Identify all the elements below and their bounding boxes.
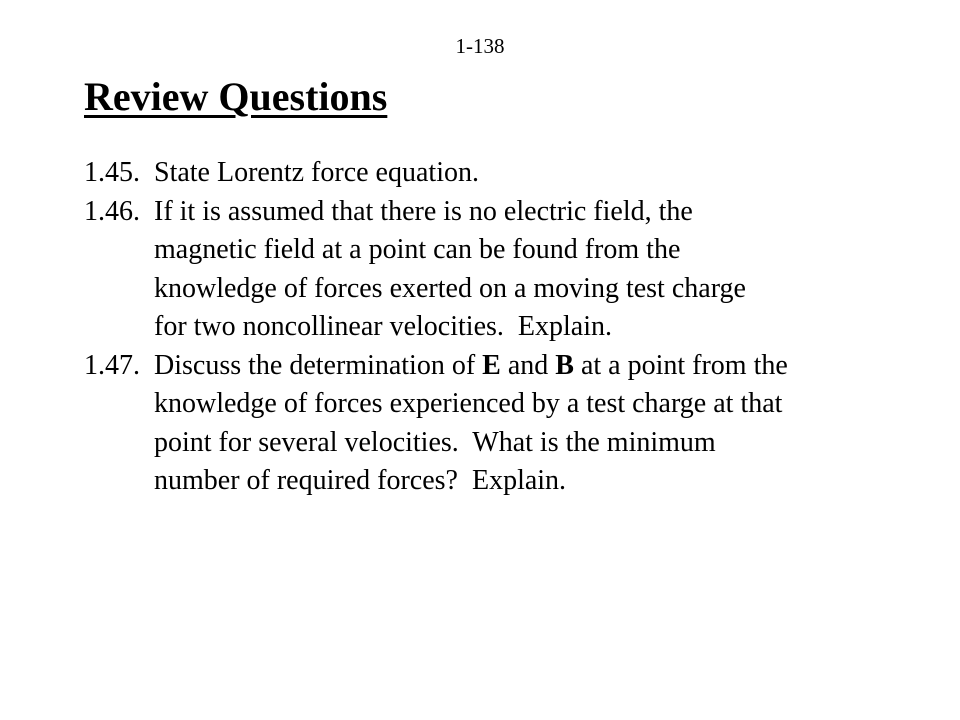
text-segment: State Lorentz force equation. [154, 157, 479, 188]
text-segment: Discuss the determination of [154, 349, 483, 381]
question-line [154, 347, 884, 386]
question-line [154, 462, 884, 501]
question-number: 1.46. [84, 195, 140, 227]
page-number: 1-138 [455, 34, 505, 58]
page-title: Review Questions [84, 74, 388, 119]
question-line [154, 308, 884, 347]
bold-symbol: E [482, 349, 501, 381]
question-number: 1.45. [84, 157, 140, 188]
text-segment: magnetic field at a point can be found from the [154, 234, 681, 265]
question-line [154, 385, 884, 424]
question-line [154, 424, 884, 463]
text-segment: point for several velocities. What is the minimum [154, 426, 716, 458]
text-segment: and [500, 349, 556, 381]
question-text [154, 193, 884, 347]
question-line [154, 193, 884, 232]
text-segment: at a point from the [573, 349, 788, 381]
question-item [84, 154, 884, 193]
question-list [84, 154, 884, 501]
text-segment: knowledge of forces exerted on a moving test charge [154, 272, 746, 304]
question-line [154, 231, 884, 270]
question-item [84, 347, 884, 501]
question-text [154, 347, 884, 501]
text-segment: If it is assumed that there is no electric field, the [154, 195, 693, 227]
text-segment: number of required forces? Explain. [154, 465, 567, 496]
question-line [154, 270, 884, 309]
question-line [154, 154, 884, 193]
question-number: 1.47. [84, 349, 140, 381]
bold-symbol: B [555, 349, 574, 381]
question-item [84, 193, 884, 347]
text-segment: for two noncollinear velocities. Explain. [154, 311, 612, 342]
question-text [154, 154, 884, 193]
text-segment: knowledge of forces experienced by a test charge at that [154, 388, 783, 419]
